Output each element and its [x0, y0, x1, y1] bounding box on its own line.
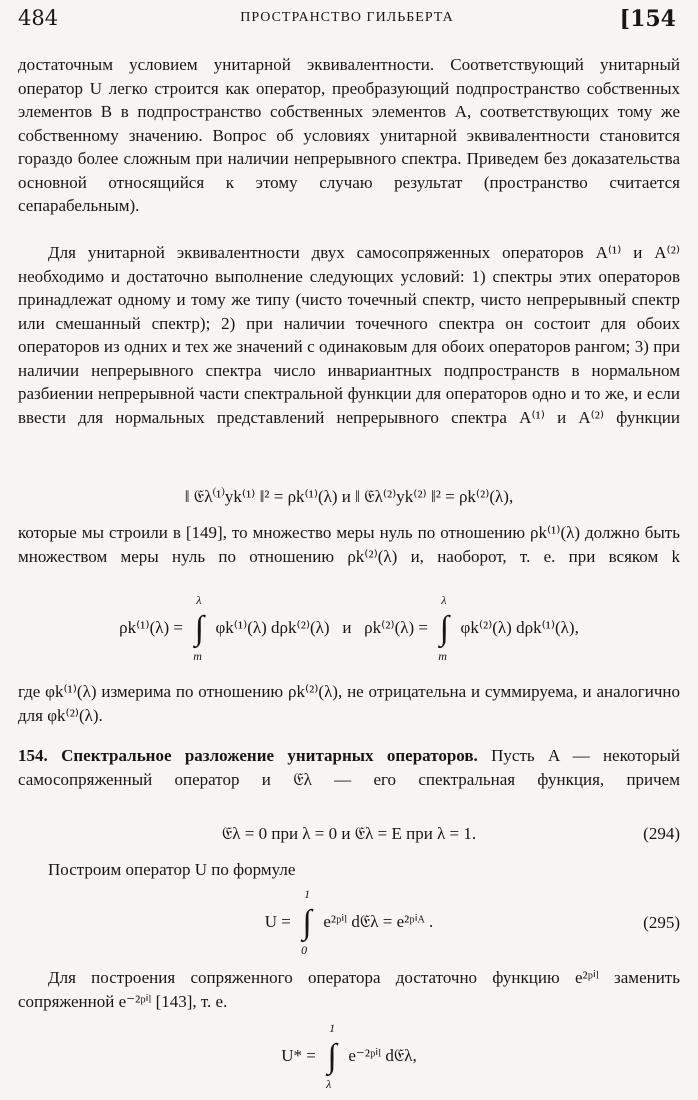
integral-sign-1: ∫ λ m — [193, 593, 204, 663]
paragraph-2: Для унитарной эквивалентности двух самосопряженных операторов A⁽¹⁾ и A⁽²⁾ необходимо и достаточно выполнение следующих условий: 1) спектры этих операторов принадлежат одному и тому же типу (чисто точечный спектр, чисто непрерывный спектр или смешанный спектр); 2) при наличии точечного спектра он состоит для обоих операторов из одних и тех же значений с одинаковым для обоих операторов рангом; 3) при наличии непрерывного спектра число инвариантных подпространств в нормальном разбиении непрерывной части спектральной функции для операторов одно и то же, и если ввести для нормальных представлений непрерывного спектра A⁽¹⁾ и A⁽²⁾ функции — [18, 243, 680, 427]
paragraph-1: достаточным условием унитарной эквивалентности. Соответствующий унитарный оператор U легко строится как оператор, преобразующий подпространство собственных элементов B в подпространство собственных элементов A, соответствующих тому же собственному значению. Вопрос об условиях унитарной эквивалентности становится гораздо более сложным при наличии непрерывного спектра. Приведем без доказательства основной относящийся к этому случаю результат (пространство считается сепарабельным). — [18, 55, 680, 215]
eq295-body: e²ᵖⁱˡ d𝔈λ = e²ᵖⁱᴬ . — [323, 911, 434, 931]
integral-lhs-1: ρk⁽¹⁾(λ) = — [119, 617, 183, 637]
integral-body-1: φk⁽¹⁾(λ) dρk⁽²⁾(λ) — [215, 617, 330, 637]
equation-295 — [0, 887, 698, 957]
formula-integrals — [0, 593, 698, 663]
integral-lhs-2: ρk⁽²⁾(λ) = — [364, 617, 429, 637]
equation-295-number: (295) — [643, 913, 680, 932]
section-marker: [154 — [619, 6, 676, 32]
eq295-lhs: U = — [264, 911, 291, 931]
equation-adjoint — [0, 1021, 698, 1091]
adjoint-lhs: U* = — [281, 1045, 316, 1065]
paragraph-5-text: Пусть A — некоторый самосопряженный оператор и 𝔈λ — его спектральная функция, причем — [18, 746, 680, 789]
integral-body-2: φk⁽²⁾(λ) dρk⁽¹⁾(λ), — [460, 617, 579, 637]
section-heading: 154. Спектральное разложение унитарных операторов. — [18, 746, 478, 765]
formula-norms: ‖ 𝔈λ⁽¹⁾yk⁽¹⁾ ‖² = ρk⁽¹⁾(λ) и ‖ 𝔈λ⁽²⁾yk⁽²⁾ ‖² = ρk⁽²⁾(λ), — [184, 487, 514, 506]
paragraph-4: где φk⁽¹⁾(λ) измерима по отношению ρk⁽²⁾(λ), не отрицательна и суммируема, и аналогично для φk⁽²⁾(λ). — [18, 682, 680, 725]
eq295-integral-sign: ∫ 1 0 — [301, 887, 312, 957]
paragraph-6: Построим оператор U по формуле — [48, 860, 296, 879]
running-title: ПРОСТРАНСТВО ГИЛЬБЕРТА — [240, 10, 454, 25]
paragraph-7: Для построения сопряженного оператора достаточно функцию e²ᵖⁱˡ заменить сопряженной e⁻²ᵖⁱˡ [143], т. е. — [18, 968, 680, 1011]
adjoint-integral-sign: ∫ 1 λ — [326, 1021, 337, 1091]
equation-294: 𝔈λ = 0 при λ = 0 и 𝔈λ = E при λ = 1. — [221, 824, 477, 843]
page-number: 484 — [18, 6, 59, 30]
integral-conj: и — [342, 617, 352, 637]
paragraph-5 — [18, 744, 680, 791]
integral-sign-2: ∫ λ m — [438, 593, 449, 663]
page-header — [18, 6, 676, 36]
equation-294-number: (294) — [643, 824, 680, 843]
paragraph-3: которые мы строили в [149], то множество меры нуль по отношению ρk⁽¹⁾(λ) должно быть множеством меры нуль по отношению ρk⁽²⁾(λ) и, наоборот, т. е. при всяком k — [18, 523, 680, 566]
adjoint-body: e⁻²ᵖⁱˡ d𝔈λ, — [348, 1045, 417, 1065]
